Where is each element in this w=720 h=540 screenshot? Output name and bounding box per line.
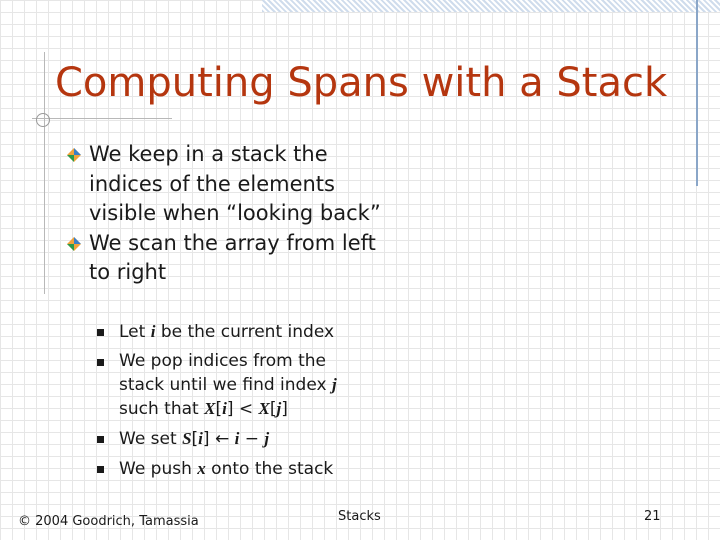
bracket: ] xyxy=(202,429,210,449)
sub-bullet-text: be the current index xyxy=(155,322,335,342)
variable-S: S xyxy=(182,429,192,448)
main-bullet-text: We scan the array from left to right xyxy=(89,230,376,284)
variable-X: X xyxy=(204,399,216,418)
sub-bullet-text: We set xyxy=(119,429,183,449)
variable-X: X xyxy=(258,399,270,418)
main-bullet-list xyxy=(67,140,389,288)
bracket: ] xyxy=(281,399,288,419)
variable-j: j xyxy=(331,375,337,394)
square-bullet-icon xyxy=(97,436,104,443)
sub-bullet-text: Let xyxy=(119,322,151,342)
left-arrow-symbol: ← xyxy=(209,429,235,449)
sub-bullet-list xyxy=(97,320,364,487)
footer-section-title: Stacks xyxy=(338,509,381,524)
diamond-bullet-icon xyxy=(67,237,81,251)
sub-bullet-text: onto the stack xyxy=(205,459,334,479)
sub-bullet-text: We push xyxy=(119,459,198,479)
variable-x: x xyxy=(197,459,206,478)
variable-i: i xyxy=(198,429,203,448)
square-bullet-icon xyxy=(97,359,104,366)
title-vertical-rule xyxy=(44,52,45,294)
square-bullet-icon xyxy=(97,466,104,473)
main-bullet-item xyxy=(67,229,389,288)
sub-bullet-pop xyxy=(97,350,364,421)
main-bullet-item xyxy=(67,140,389,229)
bracket: [ xyxy=(191,429,199,449)
crosshair-ornament xyxy=(36,113,50,127)
footer-copyright: © 2004 Goodrich, Tamassia xyxy=(18,514,199,529)
variable-i: i xyxy=(150,322,156,341)
variable-i: i xyxy=(234,429,240,448)
square-bullet-icon xyxy=(97,329,104,336)
minus-symbol: − xyxy=(239,429,265,449)
right-accent-line xyxy=(696,0,698,186)
page-number: 21 xyxy=(644,509,661,524)
diamond-bullet-icon xyxy=(67,148,81,162)
header-hatch-band xyxy=(262,0,720,12)
variable-i: i xyxy=(222,399,227,418)
title-horizontal-rule xyxy=(32,118,172,119)
sub-bullet-set xyxy=(97,427,364,451)
less-than-symbol: < xyxy=(233,399,259,419)
variable-j: j xyxy=(276,399,282,418)
variable-j: j xyxy=(264,429,270,448)
sub-bullet-push xyxy=(97,457,364,481)
sub-bullet-let xyxy=(97,320,364,344)
slide-title: Computing Spans with a Stack xyxy=(55,60,668,106)
main-bullet-text: We keep in a stack the indices of the elements visible when “looking back” xyxy=(89,142,381,225)
bracket: [ xyxy=(269,399,277,419)
sub-bullet-text: such that xyxy=(119,399,205,419)
bracket: ] xyxy=(226,399,234,419)
bracket: [ xyxy=(215,399,223,419)
sub-bullet-text: We pop indices from the stack until we find index xyxy=(119,351,332,395)
